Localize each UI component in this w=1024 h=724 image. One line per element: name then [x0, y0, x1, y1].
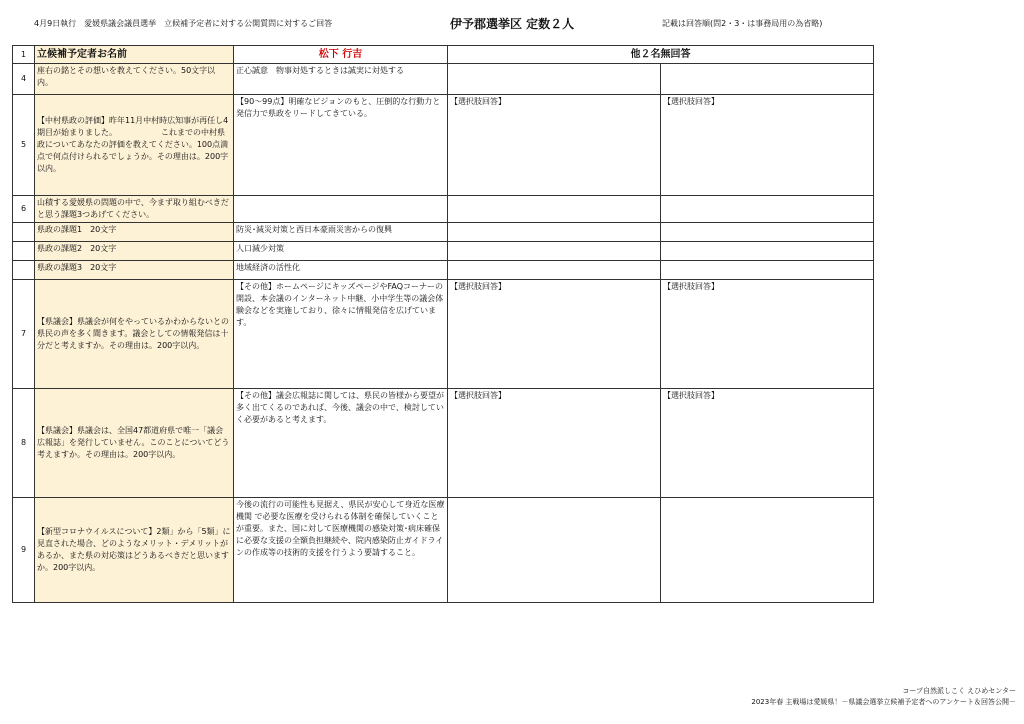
table-row: [13, 261, 874, 280]
answer-cell: [661, 261, 874, 280]
footer-title: 2023年春 主戦場は愛媛県！－県議会選挙立候補予定者へのアンケート＆回答公開－: [751, 698, 1016, 706]
answer-cell: [448, 223, 661, 242]
question-number: 8: [13, 389, 35, 498]
question-text: 県政の課題1 20文字: [35, 223, 234, 242]
table-row: [13, 242, 874, 261]
question-number: 7: [13, 280, 35, 389]
answer-cell: 今後の流行の可能性も見据え、県民が安心して身近な医療機関 で必要な医療を受けられる体制を確保していくことが重要。また、国に対して医療機関の感染対策･病床確保に必要な支援の全額負担継続や、院内感染防止ガイドラインの作成等の技術的支援を行うよう要請すること。: [234, 498, 448, 603]
answer-cell: [661, 498, 874, 603]
answer-cell: [661, 64, 874, 95]
answer-cell: [448, 242, 661, 261]
table-row: [13, 95, 874, 196]
question-number: 9: [13, 498, 35, 603]
question-text: 【新型コロナウイルスについて】2類」から「5類」に見直された場合、どのようなメリット・デメリットがあるか、また県の対応策はどうあるべきだと思いますか。200字以内。: [35, 498, 234, 603]
question-text: 座右の銘とその想いを教えてください。50文字以内。: [35, 64, 234, 95]
answer-cell: [661, 242, 874, 261]
table-row: [13, 196, 874, 223]
answer-cell: [448, 64, 661, 95]
question-text: 【県議会】県議会は、全国47都道府県で唯一「議会広報誌」を発行していません。このことについてどう考えますか。その理由は。200字以内。: [35, 389, 234, 498]
table-row: [13, 389, 874, 498]
answer-cell: 防災･減災対策と西日本豪雨災害からの復興: [234, 223, 448, 242]
answer-cell: 正心誠意 物事対処するときは誠実に対処する: [234, 64, 448, 95]
header-candidate-name: 松下 行吉: [234, 46, 448, 64]
answer-cell: 【選択肢回答】: [448, 95, 661, 196]
answer-cell: 人口減少対策: [234, 242, 448, 261]
question-number: 5: [13, 95, 35, 196]
question-text: 県政の課題3 20文字: [35, 261, 234, 280]
header-election-info: 4月9日執行 愛媛県議会議員選挙 立候補予定者に対する公開質問に対するご回答: [34, 19, 333, 28]
question-text: 県政の課題2 20文字: [35, 242, 234, 261]
answer-cell: 【その他】議会広報誌に関しては、県民の皆様から要望が多く出てくるのであれば、今後、議会の中で、検討してい く必要があると考えます。: [234, 389, 448, 498]
header-note: 記載は回答順(問2・3・は事務局用の為省略): [662, 19, 823, 28]
question-text: 山積する愛媛県の問題の中で、今まず取り組むべきだと思う課題3つあげてください。: [35, 196, 234, 223]
answer-cell: [448, 196, 661, 223]
question-number: 6: [13, 196, 35, 223]
header-other-candidates: 他２名無回答: [448, 46, 874, 64]
answer-cell: 【選択肢回答】: [661, 280, 874, 389]
answer-cell: [234, 196, 448, 223]
answer-cell: 【選択肢回答】: [448, 280, 661, 389]
footer-organization: コープ自然派しこく えひめセンター: [902, 687, 1016, 695]
question-text: 【県議会】県議会が何をやっているかわからないとの県民の声を多く聞きます。議会としての情報発信は十分だと考えますか。その理由は。200字以内。: [35, 280, 234, 389]
table-row: [13, 223, 874, 242]
question-number: [13, 261, 35, 280]
table-row: [13, 498, 874, 603]
answer-cell: 【選択肢回答】: [661, 389, 874, 498]
table-header-row: [13, 46, 874, 64]
question-number: 4: [13, 64, 35, 95]
question-number: [13, 242, 35, 261]
answer-cell: [661, 223, 874, 242]
table-row: [13, 64, 874, 95]
header-question: 立候補予定者お名前: [35, 46, 234, 64]
answer-cell: 【90～99点】明確なビジョンのもと、圧倒的な行動力と発信力で県政をリードしてきている。: [234, 95, 448, 196]
answer-cell: 【選択肢回答】: [448, 389, 661, 498]
answer-cell: [448, 261, 661, 280]
answer-cell: 地域経済の活性化: [234, 261, 448, 280]
answer-cell: [448, 498, 661, 603]
question-number: [13, 223, 35, 242]
answer-cell: 【その他】ホームページにキッズページやFAQコーナーの開設、本会議のインターネット中継、小中学生等の議会体験会などを実施しており、徐々に情報発信を広げています。: [234, 280, 448, 389]
header-district: 伊予郡選挙区 定数２人: [450, 17, 575, 31]
survey-table: [12, 45, 874, 603]
answer-cell: 【選択肢回答】: [661, 95, 874, 196]
table-row: [13, 280, 874, 389]
question-text: 【中村県政の評価】昨年11月中村時広知事が再任し4期目が始まりました。 これまでの中村県政についてあなたの評価を教えてください。100点満点で何点付けられるでしょうか。その理由は。200字以内。: [35, 95, 234, 196]
answer-cell: [661, 196, 874, 223]
header-number: 1: [13, 46, 35, 64]
